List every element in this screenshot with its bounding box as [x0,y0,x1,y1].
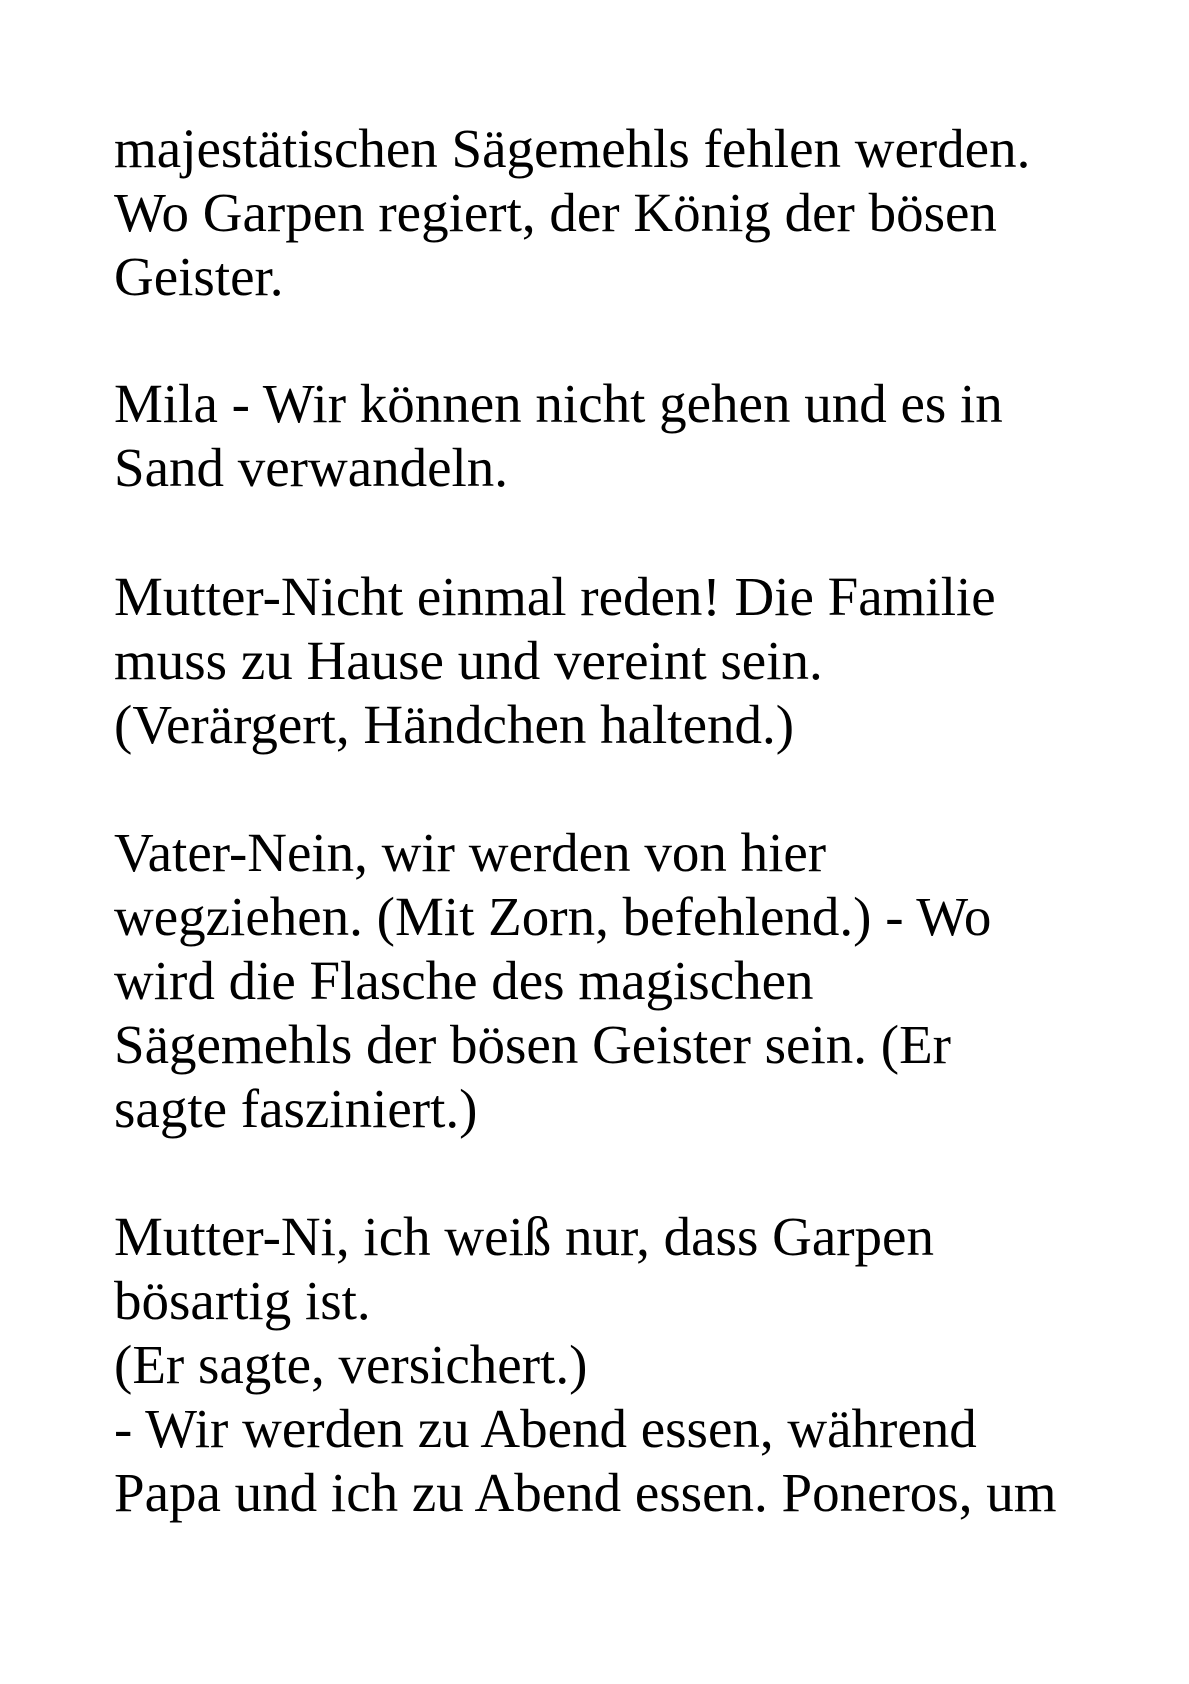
text-line: Sägemehls der bösen Geister sein. (Er [114,1014,951,1075]
text-line: - Wir werden zu Abend essen, während [114,1398,977,1459]
text-line: wegziehen. (Mit Zorn, befehlend.) - Wo [114,886,992,947]
text-line: (Er sagte, versichert.) [114,1334,588,1395]
text-line: wird die Flasche des magischen [114,950,814,1011]
text-line: Vater-Nein, wir werden von hier [114,822,827,883]
text-line: muss zu Hause und vereint sein. [114,630,823,691]
text-line: Mutter-Ni, ich weiß nur, dass Garpen [114,1206,934,1267]
text-line: majestätischen Sägemehls fehlen werden. [114,118,1031,179]
text-line: Geister. [114,246,284,307]
text-line: Sand verwandeln. [114,437,509,498]
text-line: Papa und ich zu Abend essen. Poneros, um [114,1462,1057,1523]
text-line: sagte fasziniert.) [114,1078,478,1139]
text-line: bösartig ist. [114,1270,371,1331]
text-line: (Verärgert, Händchen haltend.) [114,694,795,755]
text-line: Wo Garpen regiert, der König der bösen [114,182,997,243]
text-line: Mila - Wir können nicht gehen und es in [114,373,1003,434]
text-line: Mutter-Nicht einmal reden! Die Familie [114,566,996,627]
